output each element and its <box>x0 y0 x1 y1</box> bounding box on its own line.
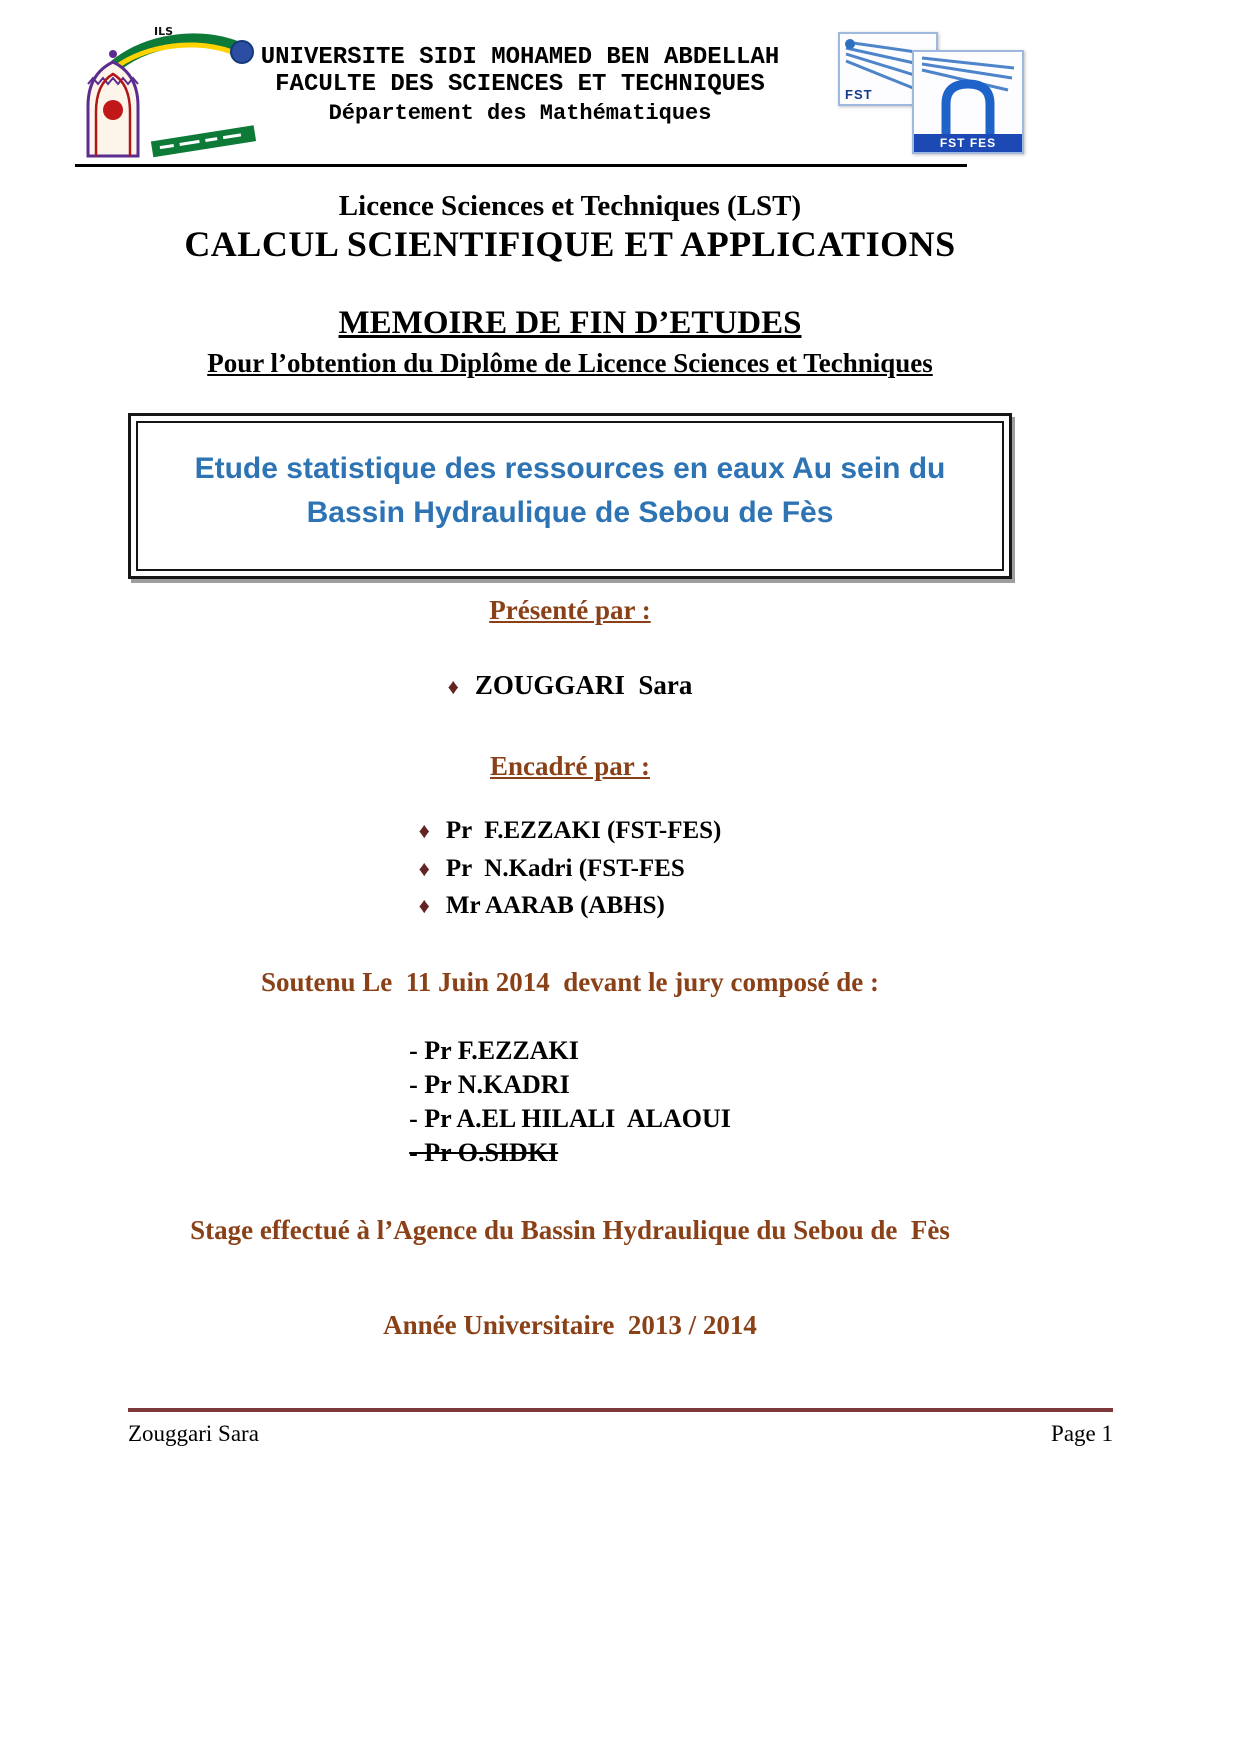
presented-by-text: Présenté par : <box>489 595 651 625</box>
supervisors-list <box>419 812 722 925</box>
academic-year-line: Année Universitaire 2013 / 2014 <box>383 1309 757 1340</box>
faculty-name: FACULTE DES SCIENCES ET TECHNIQUES <box>275 71 765 98</box>
footer-page-number: Page 1 <box>1051 1421 1113 1446</box>
jury-members-list <box>409 1034 731 1171</box>
author-row <box>0 670 1140 701</box>
obtention-subtitle: Pour l’obtention du Diplôme de Licence Sciences et Techniques <box>207 348 933 378</box>
institution-header <box>240 44 800 126</box>
department-name: Département des Mathématiques <box>328 101 712 126</box>
university-name: UNIVERSITE SIDI MOHAMED BEN ABDELLAH <box>260 44 780 71</box>
major-title: CALCUL SCIENTIFIQUE ET APPLICATIONS <box>184 224 956 264</box>
subject-title-inner <box>136 421 1004 571</box>
supervisor-item <box>419 812 722 850</box>
fst-fes-banner: FST FES <box>914 134 1022 152</box>
diamond-bullet-icon: ♦ <box>447 674 459 699</box>
diamond-bullet-icon: ♦ <box>418 818 430 843</box>
program-title: Licence Sciences et Techniques (LST) <box>338 190 802 222</box>
fst-label: FST <box>845 87 873 102</box>
page-footer <box>128 1408 1113 1447</box>
emblem-top-text: ILS <box>154 25 174 38</box>
jury-member: - Pr A.EL HILALI ALAOUI <box>409 1104 731 1134</box>
fst-fes-logo <box>838 28 1030 160</box>
memoire-title: MEMOIRE DE FIN D’ETUDES <box>338 305 802 341</box>
supervised-by-text: Encadré par : <box>490 751 650 781</box>
supervisor-item <box>419 850 722 888</box>
thesis-subject-title: Etude statistique des ressources en eaux Au sein du Bassin Hydraulique de Sebou de Fès <box>194 452 954 529</box>
jury-member: - Pr F.EZZAKI <box>409 1035 579 1065</box>
footer-row <box>128 1412 1113 1447</box>
supervised-by-label <box>0 751 1140 782</box>
supervisor-item <box>419 887 722 925</box>
internship-line: Stage effectué à l’Agence du Bassin Hydraulique du Sebou de Fès <box>190 1214 950 1245</box>
supervisor-name: Pr N.Kadri (FST-FES <box>445 854 685 882</box>
jury-member: - Pr N.KADRI <box>409 1069 570 1099</box>
diamond-bullet-icon: ♦ <box>418 855 430 881</box>
jury-member: - Pr O.SIDKI <box>409 1138 559 1168</box>
presented-by-label <box>0 595 1140 626</box>
subject-title-box <box>128 413 1012 579</box>
supervisor-name: Mr AARAB (ABHS) <box>445 892 665 919</box>
cover-content <box>0 190 1140 1341</box>
fst-fes-logo-card <box>912 50 1024 154</box>
page-header <box>0 0 1240 178</box>
diamond-bullet-icon: ♦ <box>418 893 430 918</box>
supervisor-name: Pr F.EZZAKI (FST-FES) <box>445 817 722 844</box>
footer-author: Zouggari Sara <box>128 1421 259 1446</box>
header-divider <box>75 164 967 167</box>
author-name: ZOUGGARI Sara <box>474 670 693 700</box>
jury-intro-line: Soutenu Le 11 Juin 2014 devant le jury composé de : <box>260 966 880 997</box>
